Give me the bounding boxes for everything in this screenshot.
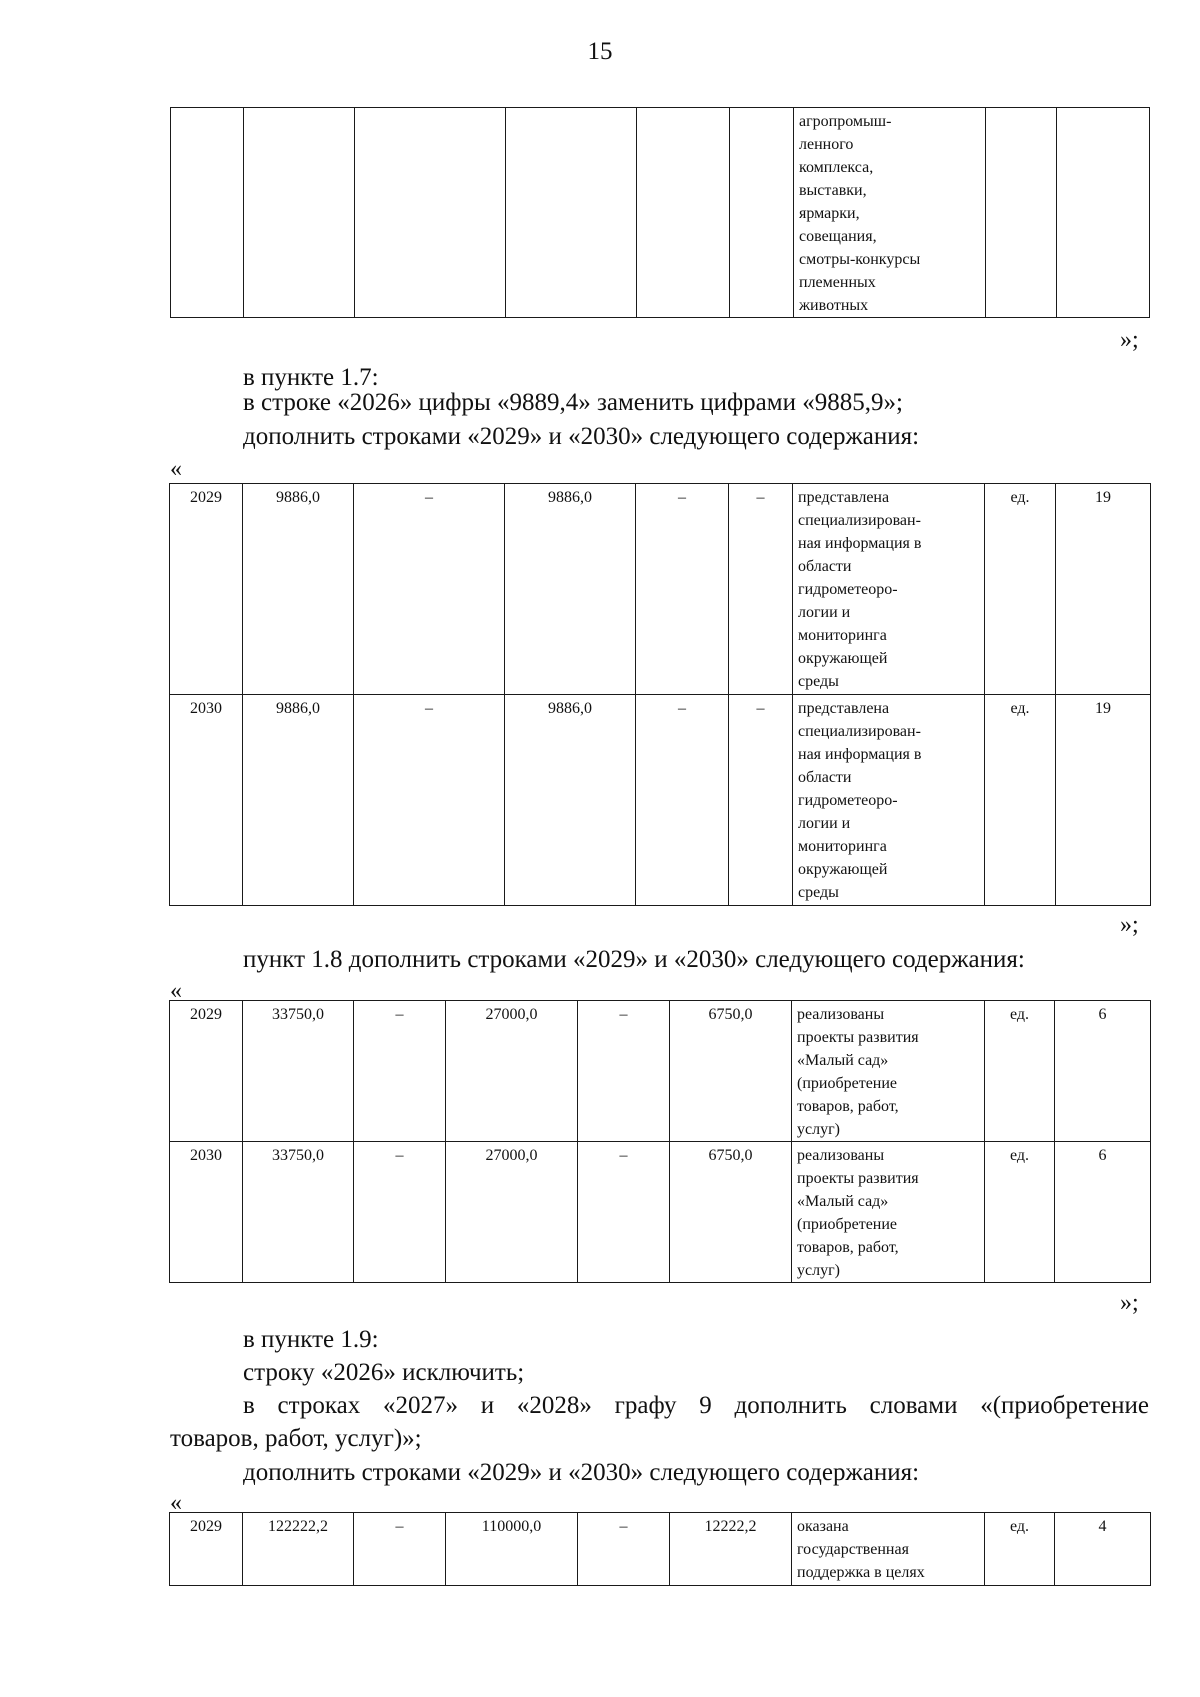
description-line: (приобретение: [797, 1216, 898, 1233]
table-row: [170, 1001, 1151, 1142]
description-line: ярмарки,: [799, 205, 860, 222]
unit-cell: ед.: [985, 484, 1056, 695]
description-cell: [793, 484, 985, 695]
description-line: ленного: [799, 136, 854, 153]
section-1-heading: в пункте 1.7:: [243, 364, 379, 391]
description-cell: [793, 695, 985, 906]
description-line: проекты развития: [797, 1170, 919, 1187]
year-cell: 2029: [170, 1513, 243, 1586]
description-line: области: [798, 558, 852, 575]
description-line: представлена: [798, 489, 890, 506]
description-line: выставки,: [799, 182, 867, 199]
description-line: агропромыш-: [799, 113, 892, 130]
col5-cell: –: [578, 1513, 670, 1586]
total-cell: 9886,0: [243, 695, 354, 906]
description-line: среды: [798, 884, 839, 901]
section-3-line-2: строку «2026» исключить;: [243, 1359, 525, 1386]
quantity-cell: 6: [1055, 1142, 1151, 1283]
col5-cell: –: [578, 1001, 670, 1142]
description-line: реализованы: [797, 1147, 885, 1164]
description-line: гидрометеоро-: [798, 792, 898, 809]
description-line: области: [798, 769, 852, 786]
description-line: племенных: [799, 274, 876, 291]
col6-cell: –: [729, 695, 793, 906]
description-cell: [792, 1142, 985, 1283]
description-line: (приобретение: [797, 1075, 898, 1092]
closing-quote: »;: [1120, 327, 1139, 353]
closing-quote: »;: [1120, 912, 1139, 938]
description-cell: [792, 1001, 985, 1142]
description-line: гидрометеоро-: [798, 581, 898, 598]
col5-cell: –: [636, 695, 729, 906]
col4-cell: 9886,0: [505, 484, 636, 695]
table-section-1-8: [169, 1000, 1151, 1283]
table-row: [170, 1513, 1151, 1586]
description-line: ная информация в: [798, 535, 922, 552]
quantity-cell: 4: [1055, 1513, 1151, 1586]
description-line: товаров, работ,: [797, 1098, 899, 1115]
col4-cell: 110000,0: [446, 1513, 578, 1586]
col6-cell: [730, 108, 794, 318]
total-cell: [244, 108, 355, 318]
col5-cell: –: [578, 1142, 670, 1283]
description-line: окружающей: [798, 650, 888, 667]
unit-cell: ед.: [985, 1001, 1055, 1142]
description-line: окружающей: [798, 861, 888, 878]
section-1-line-2: в строке «2026» цифры «9889,4» заменить цифрами «9885,9»;: [243, 389, 903, 416]
year-cell: 2029: [170, 1001, 243, 1142]
description-line: животных: [799, 297, 869, 314]
table-row: [171, 108, 1150, 318]
col3-cell: –: [354, 1142, 446, 1283]
section-2-line-1: пункт 1.8 дополнить строками «2029» и «2030» следующего содержания:: [243, 946, 1025, 973]
description-line: совещания,: [799, 228, 877, 245]
unit-cell: [986, 108, 1057, 318]
opening-quote: «: [170, 456, 182, 482]
description-line: логии и: [798, 604, 851, 621]
table-continuation: [170, 107, 1150, 318]
description-line: специализирован-: [798, 723, 921, 740]
total-cell: 122222,2: [243, 1513, 354, 1586]
col6-cell: –: [729, 484, 793, 695]
year-cell: 2030: [170, 1142, 243, 1283]
quantity-cell: 19: [1056, 484, 1151, 695]
description-line: ная информация в: [798, 746, 922, 763]
quantity-cell: 19: [1056, 695, 1151, 906]
description-line: смотры-конкурсы: [799, 251, 921, 268]
opening-quote: «: [170, 1490, 182, 1516]
col3-cell: [355, 108, 506, 318]
description-line: проекты развития: [797, 1029, 919, 1046]
section-1-line-3: дополнить строками «2029» и «2030» следующего содержания:: [243, 423, 920, 450]
col4-cell: 9886,0: [505, 695, 636, 906]
col6-cell: 6750,0: [670, 1142, 792, 1283]
col5-cell: –: [636, 484, 729, 695]
total-cell: 33750,0: [243, 1142, 354, 1283]
quantity-cell: [1057, 108, 1150, 318]
description-line: услуг): [797, 1121, 840, 1138]
col4-cell: [506, 108, 637, 318]
description-line: «Малый сад»: [797, 1052, 889, 1069]
section-3-heading: в пункте 1.9:: [243, 1326, 379, 1353]
description-line: логии и: [798, 815, 851, 832]
description-line: комплекса,: [799, 159, 874, 176]
closing-quote: »;: [1120, 1290, 1139, 1316]
year-cell: 2030: [170, 695, 243, 906]
opening-quote: «: [170, 978, 182, 1004]
col4-cell: 27000,0: [446, 1142, 578, 1283]
year-cell: 2029: [170, 484, 243, 695]
total-cell: 9886,0: [243, 484, 354, 695]
section-3-line-5: дополнить строками «2029» и «2030» следующего содержания:: [243, 1459, 920, 1486]
table-section-1-9: [169, 1512, 1151, 1586]
description-line: реализованы: [797, 1006, 885, 1023]
description-line: услуг): [797, 1262, 840, 1279]
unit-cell: ед.: [985, 1142, 1055, 1283]
table-row: [170, 1142, 1151, 1283]
year-cell: [171, 108, 244, 318]
col6-cell: 12222,2: [670, 1513, 792, 1586]
col5-cell: [637, 108, 730, 318]
description-line: оказана: [797, 1518, 849, 1535]
table-row: [170, 695, 1151, 906]
col3-cell: –: [354, 695, 505, 906]
description-line: представлена: [798, 700, 890, 717]
description-line: мониторинга: [798, 838, 887, 855]
description-cell: [794, 108, 986, 318]
description-line: товаров, работ,: [797, 1239, 899, 1256]
unit-cell: ед.: [985, 1513, 1055, 1586]
description-line: поддержка в целях: [797, 1564, 925, 1581]
section-3-line-3: в строках «2027» и «2028» графу 9 дополнить словами «(приобретение: [243, 1392, 1149, 1419]
section-3-line-4: товаров, работ, услуг)»;: [170, 1425, 422, 1452]
quantity-cell: 6: [1055, 1001, 1151, 1142]
description-line: государственная: [797, 1541, 909, 1558]
description-line: «Малый сад»: [797, 1193, 889, 1210]
col3-cell: –: [354, 484, 505, 695]
col6-cell: 6750,0: [670, 1001, 792, 1142]
description-line: специализирован-: [798, 512, 921, 529]
description-line: среды: [798, 673, 839, 690]
col3-cell: –: [354, 1513, 446, 1586]
page-number: 15: [587, 38, 613, 65]
description-cell: [792, 1513, 985, 1586]
col3-cell: –: [354, 1001, 446, 1142]
total-cell: 33750,0: [243, 1001, 354, 1142]
description-line: мониторинга: [798, 627, 887, 644]
unit-cell: ед.: [985, 695, 1056, 906]
table-row: [170, 484, 1151, 695]
table-section-1-7: [169, 483, 1151, 906]
col4-cell: 27000,0: [446, 1001, 578, 1142]
